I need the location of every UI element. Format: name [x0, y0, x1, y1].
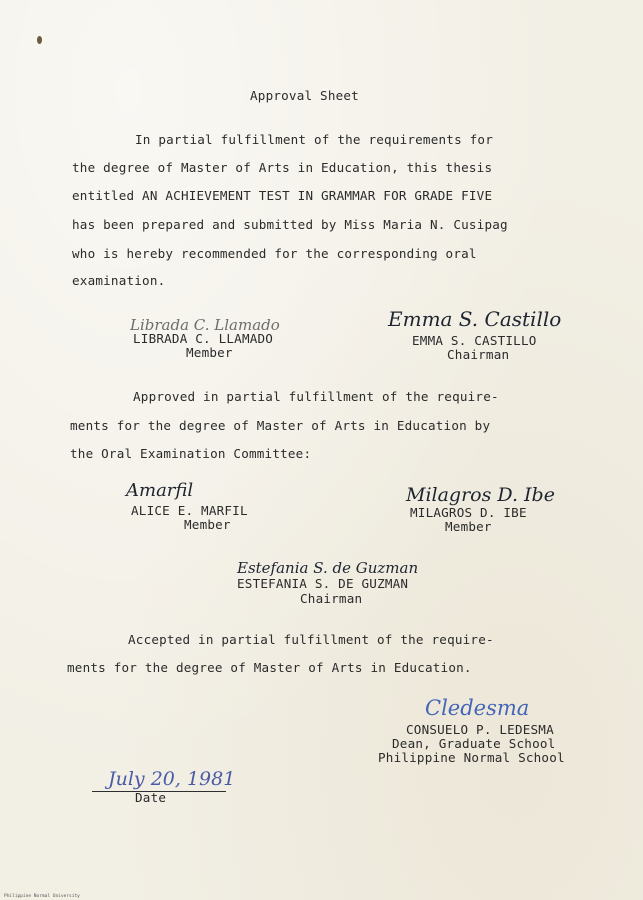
page-footer: Philippine Normal University — [4, 894, 80, 899]
approved-line: ments for the degree of Master of Arts in Education by — [70, 418, 491, 433]
ink-spot — [37, 36, 42, 44]
intro-line: who is hereby recommended for the corresponding oral — [72, 246, 477, 261]
page-title: Approval Sheet — [250, 88, 359, 103]
chairman-role: Chairman — [447, 347, 510, 362]
member-signature: Amarfil — [126, 480, 194, 501]
dean-name: CONSUELO P. LEDESMA — [406, 722, 554, 737]
intro-line: entitled AN ACHIEVEMENT TEST IN GRAMMAR FOR GRADE FIVE — [72, 188, 493, 203]
member-name: LIBRADA C. LLAMADO — [133, 331, 274, 346]
date-label: Date — [135, 790, 167, 805]
approved-line: the Oral Examination Committee: — [70, 446, 312, 461]
member-signature: Milagros D. Ibe — [406, 484, 555, 506]
chairman-name: EMMA S. CASTILLO — [412, 333, 537, 348]
member-name: ALICE E. MARFIL — [131, 503, 248, 518]
dean-signature: Cledesma — [425, 696, 530, 720]
intro-line: examination. — [72, 273, 166, 288]
member-signature: Librada C. Llamado — [130, 316, 280, 334]
approved-line: Approved in partial fulfillment of the require- — [133, 389, 499, 404]
member-role: Member — [186, 345, 233, 360]
intro-line: has been prepared and submitted by Miss Maria N. Cusipag — [72, 217, 508, 232]
member-role: Member — [445, 519, 492, 534]
handwritten-date: July 20, 1981 — [108, 768, 236, 790]
accepted-line: ments for the degree of Master of Arts in Education. — [67, 660, 472, 675]
chairman-role: Chairman — [300, 591, 363, 606]
dean-school: Philippine Normal School — [378, 750, 565, 765]
dean-title: Dean, Graduate School — [392, 736, 556, 751]
member-name: MILAGROS D. IBE — [410, 505, 527, 520]
member-role: Member — [184, 517, 231, 532]
intro-line: the degree of Master of Arts in Education, this thesis — [72, 160, 493, 175]
chairman-name: ESTEFANIA S. DE GUZMAN — [237, 576, 409, 591]
chairman-signature: Emma S. Castillo — [388, 307, 562, 331]
accepted-line: Accepted in partial fulfillment of the require- — [128, 632, 494, 647]
intro-line: In partial fulfillment of the requirements for — [135, 132, 493, 147]
chairman-signature: Estefania S. de Guzman — [237, 559, 419, 577]
